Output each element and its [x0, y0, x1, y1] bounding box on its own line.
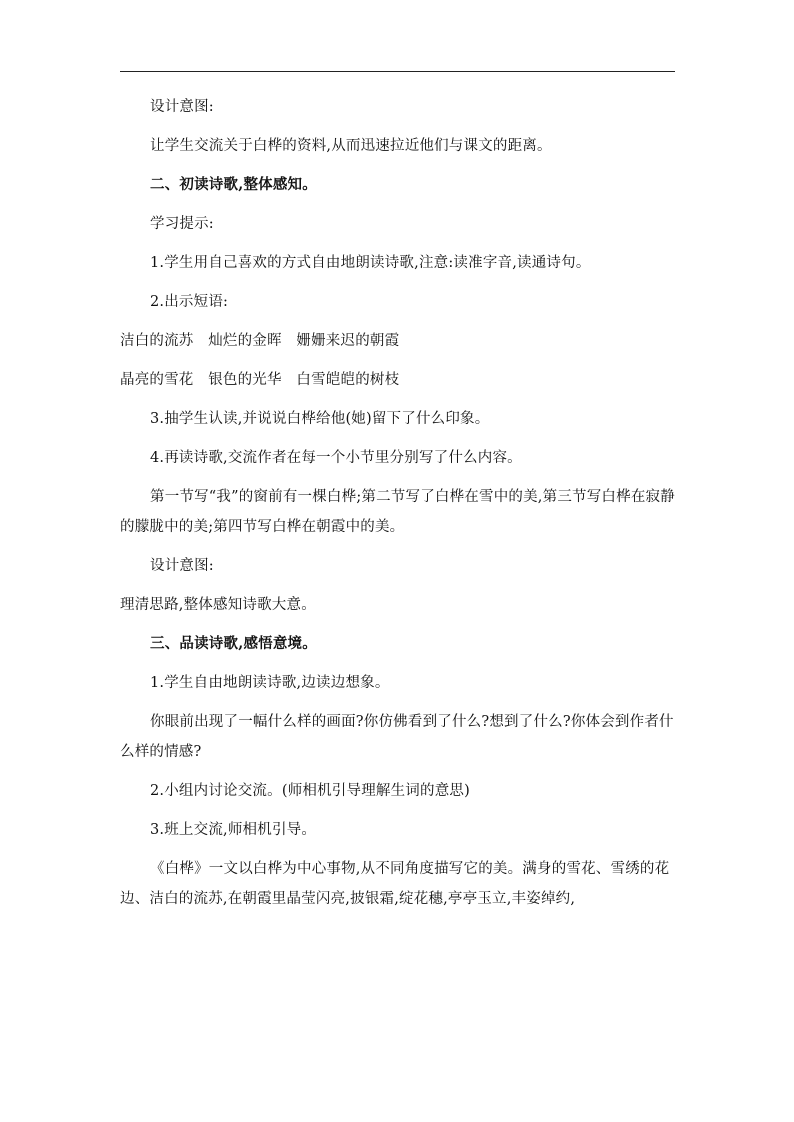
step-2: 2.出示短语: — [150, 294, 229, 310]
design-intent-label: 设计意图: — [150, 99, 214, 115]
stanza-summary: 第一节写“我”的窗前有一棵白桦;第二节写了白桦在雪中的美,第三节写白桦在寂静的朦胧中的美;第四节写白桦在朝霞中的美。 — [120, 489, 675, 535]
step-3: 3.抽学生认读,并说说白桦给他(她)留下了什么印象。 — [150, 411, 490, 427]
phrase-list-1: 洁白的流苏 灿烂的金晖 姗姗来迟的朝霞 — [120, 333, 400, 349]
appreciation-step-2: 2.小组内讨论交流。(师相机引导理解生词的意思) — [150, 783, 470, 799]
phrase-list-2: 晶亮的雪花 银色的光华 白雪皑皑的树枝 — [120, 372, 400, 388]
step-4: 4.再读诗歌,交流作者在每一个小节里分别写了什么内容。 — [150, 450, 522, 466]
step-1: 1.学生用自己喜欢的方式自由地朗读诗歌,注意:读准字音,读通诗句。 — [150, 255, 591, 271]
guiding-questions: 你眼前出现了一幅什么样的画面?你仿佛看到了什么?想到了什么?你体会到作者什么样的情感? — [120, 714, 674, 760]
study-tips-label: 学习提示: — [150, 216, 214, 232]
design-intent-label-2: 设计意图: — [150, 558, 214, 574]
design-intent-text: 让学生交流关于白桦的资料,从而迅速拉近他们与课文的距离。 — [150, 138, 552, 154]
header-rule — [120, 71, 675, 72]
section-heading-appreciation: 三、品读诗歌,感悟意境。 — [150, 635, 317, 652]
document-body — [120, 92, 675, 923]
design-intent-text-2: 理清思路,整体感知诗歌大意。 — [120, 597, 316, 613]
section-heading-first-reading: 二、初读诗歌,整体感知。 — [150, 176, 317, 193]
appreciation-step-1: 1.学生自由地朗读诗歌,边读边想象。 — [150, 675, 390, 691]
analysis-paragraph: 《白桦》一文以白桦为中心事物,从不同角度描写它的美。满身的雪花、雪绣的花边、洁白的流苏,在朝霞里晶莹闪亮,披银霜,绽花穗,亭亭玉立,丰姿绰约, — [120, 861, 670, 907]
appreciation-step-3: 3.班上交流,师相机引导。 — [150, 822, 317, 838]
